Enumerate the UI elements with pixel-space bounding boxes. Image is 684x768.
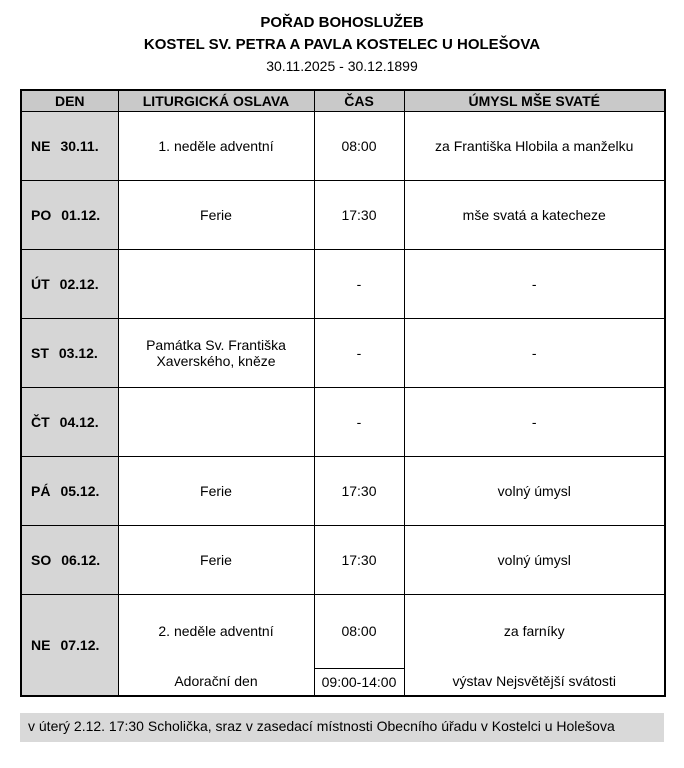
intention-cell: - [404, 318, 665, 387]
celebration-cell: Ferie [118, 180, 314, 249]
day-cell [21, 180, 118, 249]
table-header-row [21, 90, 665, 112]
time-cell: 17:30 [314, 180, 404, 249]
day-date: 30.11. [60, 137, 99, 154]
celebration-cell: Památka Sv. Františka Xaverského, kněze [118, 318, 314, 387]
document-header [20, 12, 664, 76]
time-cell: - [314, 387, 404, 456]
day-cell [21, 387, 118, 456]
time-cell: - [314, 318, 404, 387]
day-abbr: NE [31, 137, 51, 154]
day-date: 03.12. [58, 344, 98, 361]
intention-cell: - [404, 249, 665, 318]
day-cell [21, 456, 118, 525]
table-row [21, 111, 665, 180]
day-date: 05.12. [60, 482, 100, 499]
document-title: POŘAD BOHOSLUŽEB [260, 14, 424, 31]
table-row [21, 387, 665, 456]
day-cell [21, 525, 118, 594]
col-header-cas: ČAS [314, 90, 404, 112]
time-line-2: 09:00-14:00 [315, 668, 404, 695]
col-header-liturgicka-oslava: LITURGICKÁ OSLAVA [118, 90, 314, 112]
table-row [21, 525, 665, 594]
day-cell [21, 594, 118, 696]
time-cell: - [314, 249, 404, 318]
col-header-umysl: ÚMYSL MŠE SVATÉ [404, 90, 665, 112]
day-date: 01.12. [61, 206, 101, 223]
intention-cell [404, 594, 665, 696]
day-date: 02.12. [59, 275, 99, 292]
intention-line-1: za farníky [503, 623, 565, 640]
celebration-cell [118, 249, 314, 318]
intention-cell: volný úmysl [404, 525, 665, 594]
celebration-line-1: 2. neděle adventní [158, 623, 274, 640]
time-cell [314, 594, 404, 696]
footer-note: v úterý 2.12. 17:30 Scholička, sraz v zasedací místnosti Obecního úřadu v Kostelci u Holešova [20, 713, 664, 742]
day-abbr: ST [31, 344, 49, 361]
table-row [21, 249, 665, 318]
church-name: KOSTEL SV. PETRA A PAVLA KOSTELEC U HOLEŠOVA [143, 35, 541, 53]
table-row [21, 180, 665, 249]
day-date: 06.12. [61, 551, 101, 568]
time-cell: 08:00 [314, 111, 404, 180]
celebration-cell: Ferie [118, 525, 314, 594]
celebration-cell [118, 594, 314, 696]
day-date: 04.12. [59, 413, 99, 430]
day-cell [21, 318, 118, 387]
day-abbr: PÁ [31, 482, 51, 499]
celebration-cell [118, 387, 314, 456]
intention-cell: za Františka Hlobila a manželku [404, 111, 665, 180]
schedule-table [20, 89, 666, 697]
time-cell: 17:30 [314, 456, 404, 525]
day-cell [21, 249, 118, 318]
intention-cell: - [404, 387, 665, 456]
day-abbr: ÚT [31, 275, 50, 292]
intention-cell: volný úmysl [404, 456, 665, 525]
day-abbr: ČT [31, 413, 50, 430]
intention-cell: mše svatá a katecheze [404, 180, 665, 249]
day-abbr: PO [31, 206, 52, 223]
table-row [21, 456, 665, 525]
celebration-cell: Ferie [118, 456, 314, 525]
time-line-1: 08:00 [341, 623, 377, 640]
time-cell: 17:30 [314, 525, 404, 594]
intention-line-2: výstav Nejsvětější svátosti [452, 673, 616, 690]
day-cell [21, 111, 118, 180]
col-header-den: DEN [21, 90, 118, 112]
date-range: 30.11.2025 - 30.12.1899 [266, 57, 418, 74]
day-date: 07.12. [60, 636, 100, 653]
celebration-line-2: Adorační den [174, 673, 258, 690]
table-row [21, 318, 665, 387]
celebration-cell: 1. neděle adventní [118, 111, 314, 180]
day-abbr: NE [31, 636, 51, 653]
day-abbr: SO [31, 551, 52, 568]
table-row [21, 594, 665, 696]
